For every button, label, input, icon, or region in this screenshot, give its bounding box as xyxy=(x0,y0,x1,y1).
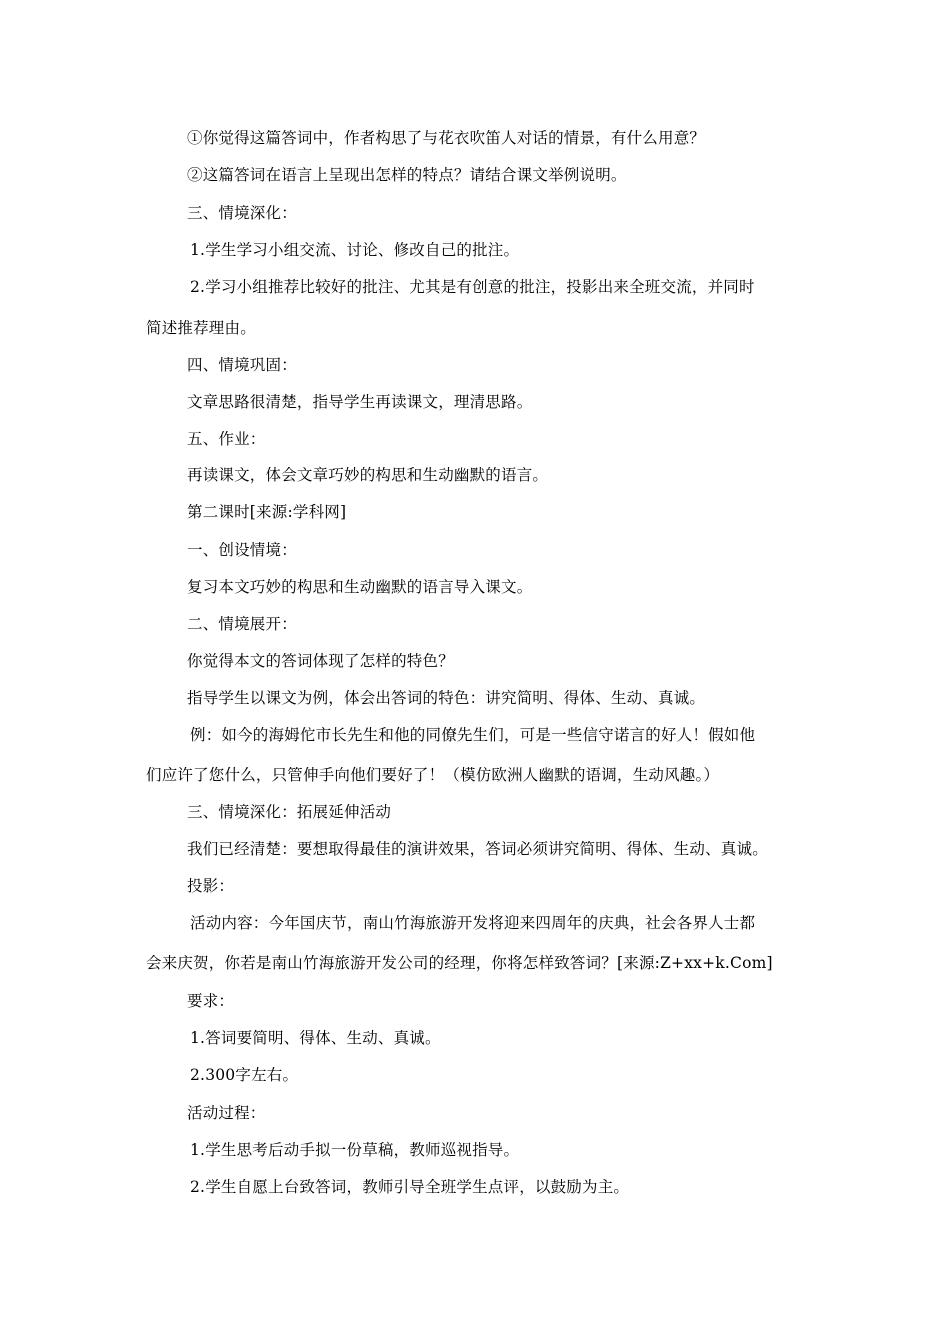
section-heading: 三、情境深化：拓展延伸活动 xyxy=(187,803,392,821)
list-item: 2.学习小组推荐比较好的批注、尤其是有创意的批注，投影出来全班交流，并同时 xyxy=(190,278,755,296)
paragraph: 投影： xyxy=(187,877,235,895)
paragraph-continuation: 们应许了您什么，只管伸手向他们要好了！（模仿欧洲人幽默的语调，生动风趣。） xyxy=(146,766,720,784)
section-heading: 一、创设情境： xyxy=(187,541,297,559)
paragraph: 你觉得本文的答词体现了怎样的特色？ xyxy=(187,652,454,670)
paragraph: 再读课文，体会文章巧妙的构思和生动幽默的语言。 xyxy=(187,466,549,484)
question-1: ①你觉得这篇答词中，作者构思了与花衣吹笛人对话的情景，有什么用意？ xyxy=(187,129,706,147)
question-2: ②这篇答词在语言上呈现出怎样的特点？请结合课文举例说明。 xyxy=(187,166,627,184)
section-heading: 五、作业： xyxy=(187,430,266,448)
section-heading: 三、情境深化： xyxy=(187,204,297,222)
paragraph: 我们已经清楚：要想取得最佳的演讲效果，答词必须讲究简明、得体、生动、真诚。 xyxy=(187,840,768,858)
paragraph: 复习本文巧妙的构思和生动幽默的语言导入课文。 xyxy=(187,578,533,596)
list-item: 2.300字左右。 xyxy=(190,1066,299,1084)
lesson-heading: 第二课时[来源:学科网] xyxy=(187,503,347,521)
activity-paragraph: 活动内容：今年国庆节，南山竹海旅游开发将迎来四周年的庆典，社会各界人士都 xyxy=(190,914,756,932)
list-item: 1.学生思考后动手拟一份草稿，教师巡视指导。 xyxy=(190,1141,520,1159)
paragraph: 指导学生以课文为例，体会出答词的特色：讲究简明、得体、生动、真诚。 xyxy=(187,689,706,707)
section-heading: 四、情境巩固： xyxy=(187,356,297,374)
paragraph: 活动过程： xyxy=(187,1104,266,1122)
example-paragraph: 例：如今的海姆佗市长先生和他的同僚先生们，可是一些信守诺言的好人！假如他 xyxy=(190,726,756,744)
paragraph: 要求： xyxy=(187,992,235,1010)
paragraph-continuation: 会来庆贺，你若是南山竹海旅游开发公司的经理，你将怎样致答词？[来源:Z+xx+k.Com] xyxy=(146,954,773,972)
list-item: 2.学生自愿上台致答词，教师引导全班学生点评，以鼓励为主。 xyxy=(190,1178,630,1196)
section-heading: 二、情境展开： xyxy=(187,615,297,633)
list-item: 1.答词要简明、得体、生动、真诚。 xyxy=(190,1029,441,1047)
list-item: 1.学生学习小组交流、讨论、修改自己的批注。 xyxy=(190,241,520,259)
paragraph: 文章思路很清楚，指导学生再读课文，理清思路。 xyxy=(187,393,533,411)
paragraph-continuation: 简述推荐理由。 xyxy=(146,319,256,337)
